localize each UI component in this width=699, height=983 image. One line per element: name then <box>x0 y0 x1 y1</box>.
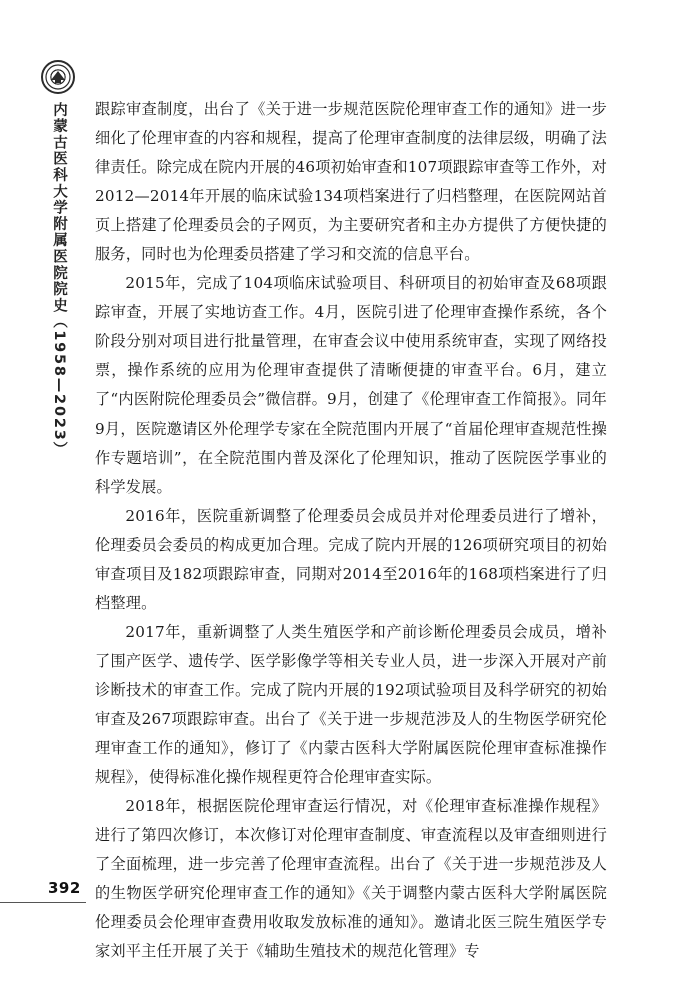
body-text <box>95 95 607 966</box>
paragraph-2017: 2017年，重新调整了人类生殖医学和产前诊断伦理委员会成员，增补了围产医学、遗传学、医学影像学等相关专业人员，进一步深入开展对产前诊断技术的审查工作。完成了院内开展的192项试验项目及科学研究的初始审查及267项跟踪审查。出台了《关于进一步规范涉及人的生物医学研究伦理审查工作的通知》，修订了《内蒙古医科大学附属医院伦理审查标准操作规程》，使得标准化操作规程更符合伦理审查实际。 <box>95 622 607 787</box>
page-number-rule <box>0 902 86 903</box>
paragraph-continued: 跟踪审查制度，出台了《关于进一步规范医院伦理审查工作的通知》进一步细化了伦理审查的内容和规程，提高了伦理审查制度的法律层级，明确了法律责任。除完成在院内开展的46项初始审查和107项跟踪审查等工作外，对2012—2014年开展的临床试验134项档案进行了归档整理，在医院网站首页上搭建了伦理委员会的子网页，为主要研究者和主办方提供了方便快捷的服务，同时也为伦理委员搭建了学习和交流的信息平台。 <box>95 100 607 264</box>
paragraph-2016: 2016年，医院重新调整了伦理委员会成员并对伦理委员进行了增补，伦理委员会委员的构成更加合理。完成了院内开展的126项研究项目的初始审查项目及182项跟踪审查，同期对2014至2016年的168项档案进行了归档整理。 <box>95 506 607 612</box>
hospital-emblem-icon <box>41 60 75 94</box>
paragraph-2015: 2015年，完成了104项临床试验项目、科研项目的初始审查及68项跟踪审查，开展了实地访查工作。4月，医院引进了伦理审查操作系统，各个阶段分别对项目进行批量管理，在审查会议中使用系统审查，实现了网络投票，操作系统的应用为伦理审查提供了清晰便捷的审查平台。6月，建立了“内医附院伦理委员会”微信群。9月，创建了《伦理审查工作简报》。同年9月，医院邀请区外伦理学专家在全院范围内开展了“首届伦理审查规范性操作专题培训”，在全院范围内普及深化了伦理知识，推动了医院医学事业的科学发展。 <box>95 274 607 496</box>
page-number: 392 <box>48 879 81 897</box>
emblem-graphic <box>43 62 73 92</box>
book-title-vertical: 内蒙古医科大学附属医院院史（1958—2023） <box>51 102 67 458</box>
paragraph-2018: 2018年，根据医院伦理审查运行情况，对《伦理审查标准操作规程》进行了第四次修订，本次修订对伦理审查制度、审查流程以及审查细则进行了全面梳理，进一步完善了伦理审查流程。出台了《关于进一步规范涉及人的生物医学研究伦理审查工作的通知》《关于调整内蒙古医科大学附属医院伦理委员会伦理审查费用收取发放标准的通知》。邀请北医三院生殖医学专家刘平主任开展了关于《辅助生殖技术的规范化管理》专 <box>95 797 607 961</box>
side-band <box>0 0 86 983</box>
